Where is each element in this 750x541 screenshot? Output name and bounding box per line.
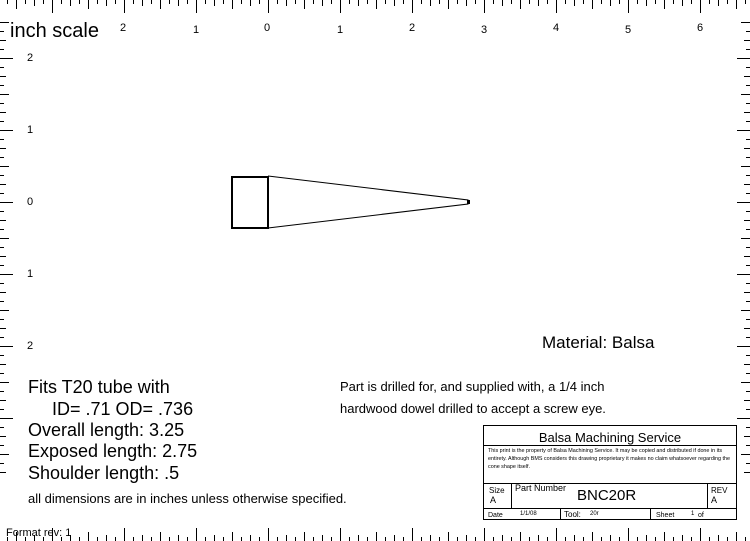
top-scale-label: 3 [481,24,488,36]
spec-fits: Fits T20 tube with [28,377,170,397]
legal-notice: This print is the property of Balsa Machining Service. It may be copied and distributed if done in its entirety. Although BMS considers this drawing proprietary it makes no claim whatsoever regarding the cone shape itself. [488,448,730,470]
drill-note-line1: Part is drilled for, and supplied with, a 1/4 inch [340,379,605,394]
ruler-top [8,0,746,13]
top-scale-label: 1 [337,24,344,36]
title-block-divider [484,445,736,446]
date-label: Date [488,512,503,519]
sheet-label: Sheet [656,512,675,519]
left-scale-label: 2 [27,52,34,64]
company-name: Balsa Machining Service [538,430,682,445]
title-block-divider [650,508,651,520]
top-scale-label: 6 [697,22,704,34]
spec-id-od: ID= .71 OD= .736 [52,399,194,419]
ruler-right [737,23,750,473]
left-scale-label: 1 [27,124,34,136]
rev-value: A [711,495,718,505]
top-scale-label: 5 [625,24,632,36]
tool-value: 20r [590,511,599,517]
top-scale-label: 2 [120,22,127,34]
part-number-label: Part Number [515,483,567,493]
spec-shoulder-length: Shoulder length: .5 [28,463,180,483]
top-scale-label: 2 [409,22,416,34]
title-block-divider [707,483,708,508]
left-scale-label: 2 [27,340,34,352]
left-scale-label: 1 [27,268,34,280]
material-label: Material: Balsa [542,333,655,352]
spec-exposed-length: Exposed length: 2.75 [28,441,198,461]
spec-overall-length: Overall length: 3.25 [28,420,185,440]
top-scale-label: 1 [193,24,200,36]
top-scale-label: 4 [553,22,560,34]
cone-outline [268,176,468,228]
ruler-left [0,23,13,473]
sheet-value: 1 [691,511,695,517]
date-value: 1/1/08 [520,511,537,517]
title-block-divider [560,508,561,520]
title-block-divider [511,483,512,508]
title-block-divider [484,508,736,509]
format-revision: Format rev: 1 [6,527,72,539]
size-label: Size [489,486,505,495]
dimensions-note: all dimensions are in inches unless otherwise specified. [28,491,347,506]
title-block [483,425,737,520]
tool-label: Tool: [564,510,581,519]
drill-note-line2: hardwood dowel drilled to accept a screw eye. [340,401,606,416]
part-number-value: BNC20R [577,487,637,504]
ruler-bottom [8,528,746,541]
scale-title: inch scale [10,20,99,42]
top-scale-label: 0 [264,22,271,34]
rev-label: REV [711,486,728,495]
cone-tip [467,200,470,204]
left-scale-label: 0 [27,196,34,208]
size-value: A [490,495,497,505]
sheet-of-label: of [698,512,704,519]
shoulder-outline [232,177,268,228]
